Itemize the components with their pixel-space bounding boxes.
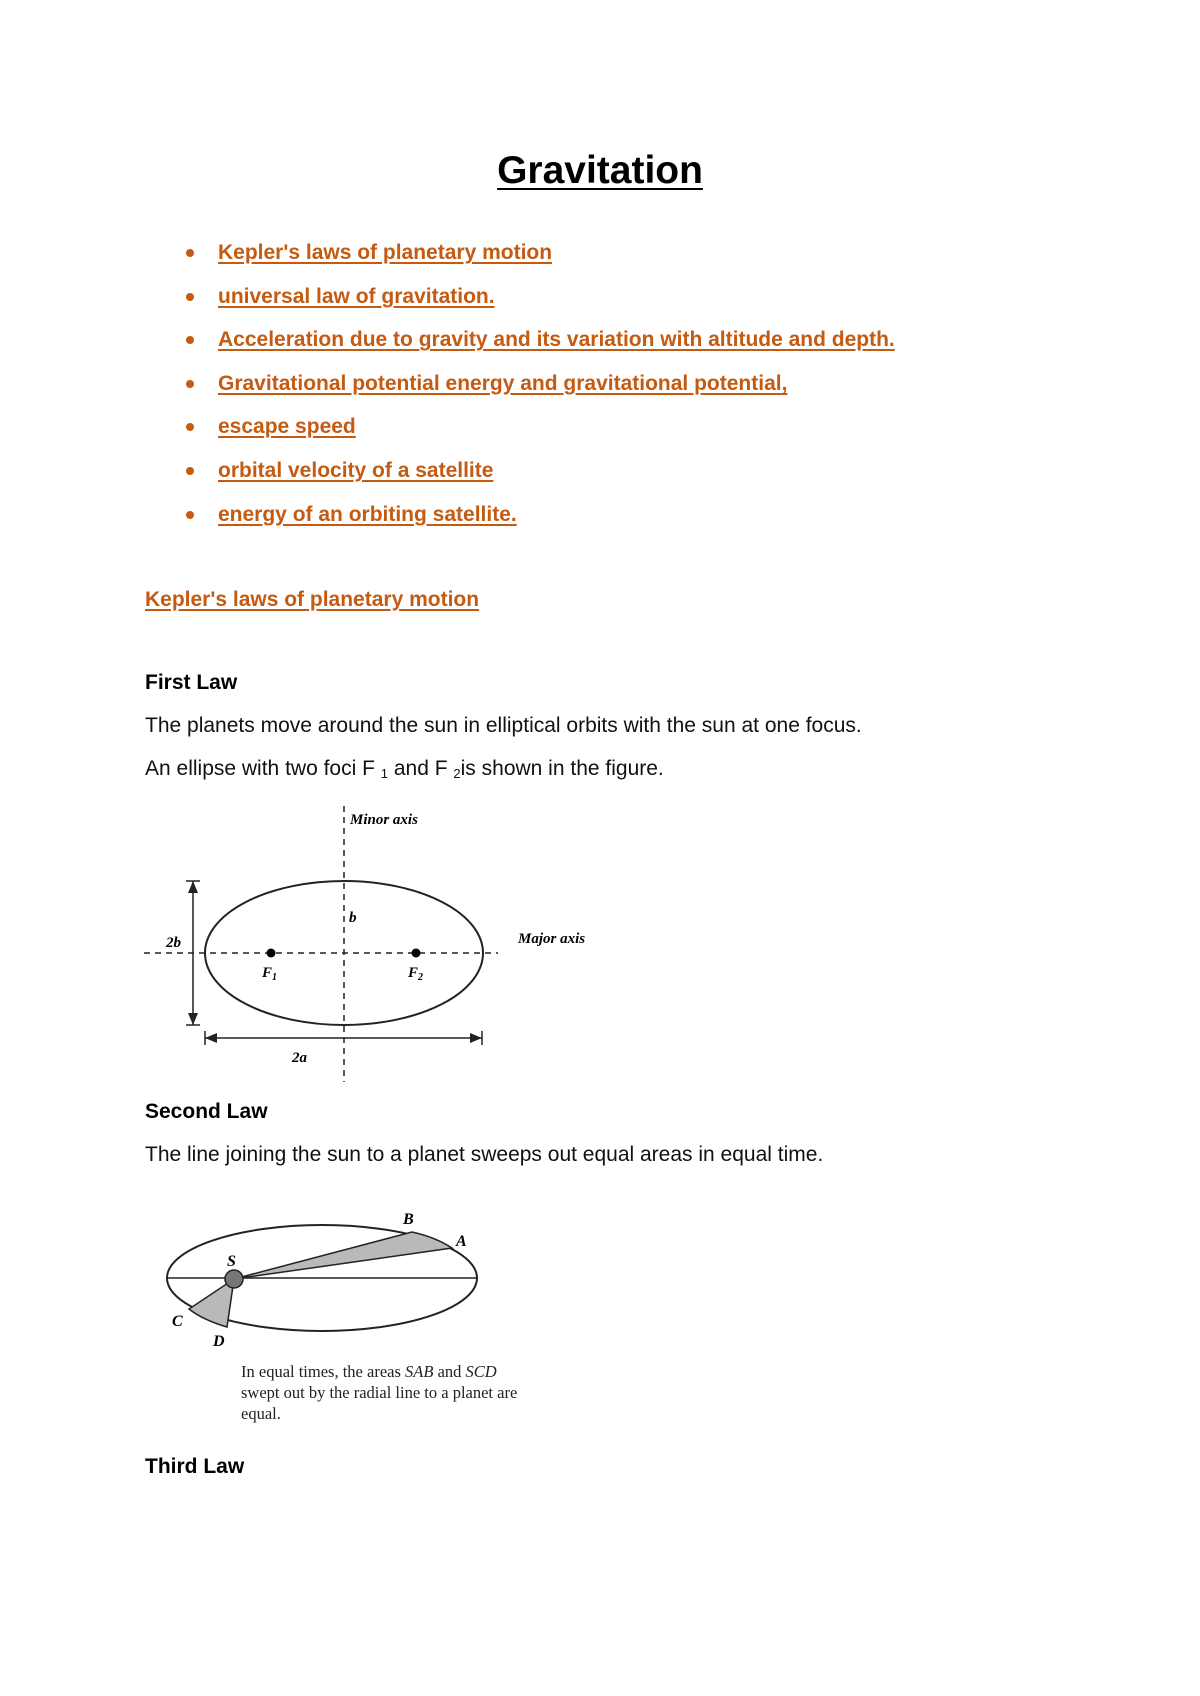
b-label: b [349,910,357,926]
first-law-text: The planets move around the sun in elliptical orbits with the sun at one focus. [145,714,862,737]
label-d: D [213,1333,225,1350]
bullet-icon [186,423,194,431]
area-scd [189,1279,234,1327]
label-b: B [403,1211,414,1228]
first-law-heading: First Law [145,671,238,694]
caption-sab: SAB [405,1362,434,1381]
toc-link-potential-energy[interactable]: Gravitational potential energy and gravitational potential, [218,371,788,395]
foci-subscript-1: 1 [380,766,389,781]
two-b-label: 2b [166,935,181,951]
figure-caption [241,1361,521,1424]
arrow-down-icon [188,1013,198,1025]
toc-link-universal-law[interactable]: universal law of gravitation. [218,284,495,308]
toc-link-escape-speed[interactable]: escape speed [218,415,356,439]
ellipse-foci-text-a: An ellipse with two foci F [145,757,375,780]
focus-f2-dot [412,949,421,958]
bullet-icon [186,293,194,301]
caption-part-1: In equal times, the areas [241,1362,401,1381]
bullet-icon [186,249,194,257]
toc-link-satellite-energy[interactable]: energy of an orbiting satellite. [218,502,517,526]
focus-f1-label: $F_1$ [262,965,278,983]
focus-f1-dot [267,949,276,958]
toc-link-orbital-velocity[interactable]: orbital velocity of a satellite [218,458,494,482]
label-s: S [227,1253,236,1270]
toc-item [180,456,895,500]
toc-item [180,282,895,326]
bullet-icon [186,467,194,475]
toc-link-keplers-laws[interactable]: Kepler's laws of planetary motion [218,241,553,264]
third-law-heading: Third Law [145,1455,245,1478]
caption-part-3: swept out by the radial line to a planet are equal. [241,1383,518,1423]
bullet-icon [186,380,194,388]
toc-item [180,500,895,544]
bullet-icon [186,336,194,344]
ellipse-foci-text-c: is shown in the figure. [460,757,664,780]
toc-item [180,412,895,456]
toc-list [180,238,895,543]
caption-part-2: and [437,1362,462,1381]
two-a-label: 2a [292,1050,307,1066]
toc-link-acceleration-gravity[interactable]: Acceleration due to gravity and its variation with altitude and depth. [218,328,895,352]
focus-f2-label: $F_2$ [408,965,424,983]
toc-item [180,369,895,413]
page-title: Gravitation [497,149,703,192]
second-law-heading: Second Law [145,1100,268,1123]
minor-axis-label: Minor axis [350,812,418,828]
arrow-left-icon [205,1033,217,1043]
ellipse-foci-text-b: and F [393,757,448,780]
label-c: C [172,1313,183,1330]
toc-item [180,325,895,369]
sun-icon [225,1270,243,1288]
equal-areas-figure [155,1200,495,1360]
ellipse-foci-text [145,754,664,789]
arrow-up-icon [188,881,198,893]
major-axis-label: Major axis [518,931,586,947]
foci-subscript-2: 2 [453,766,461,781]
area-sab [234,1232,452,1279]
toc-item [180,238,895,282]
second-law-text: The line joining the sun to a planet sweeps out equal areas in equal time. [145,1143,824,1166]
caption-scd: SCD [465,1362,497,1381]
label-a: A [456,1233,467,1250]
section-heading-keplers-laws[interactable]: Kepler's laws of planetary motion [145,588,480,611]
ellipse-figure [140,800,600,1090]
bullet-icon [186,511,194,519]
arrow-right-icon [470,1033,482,1043]
